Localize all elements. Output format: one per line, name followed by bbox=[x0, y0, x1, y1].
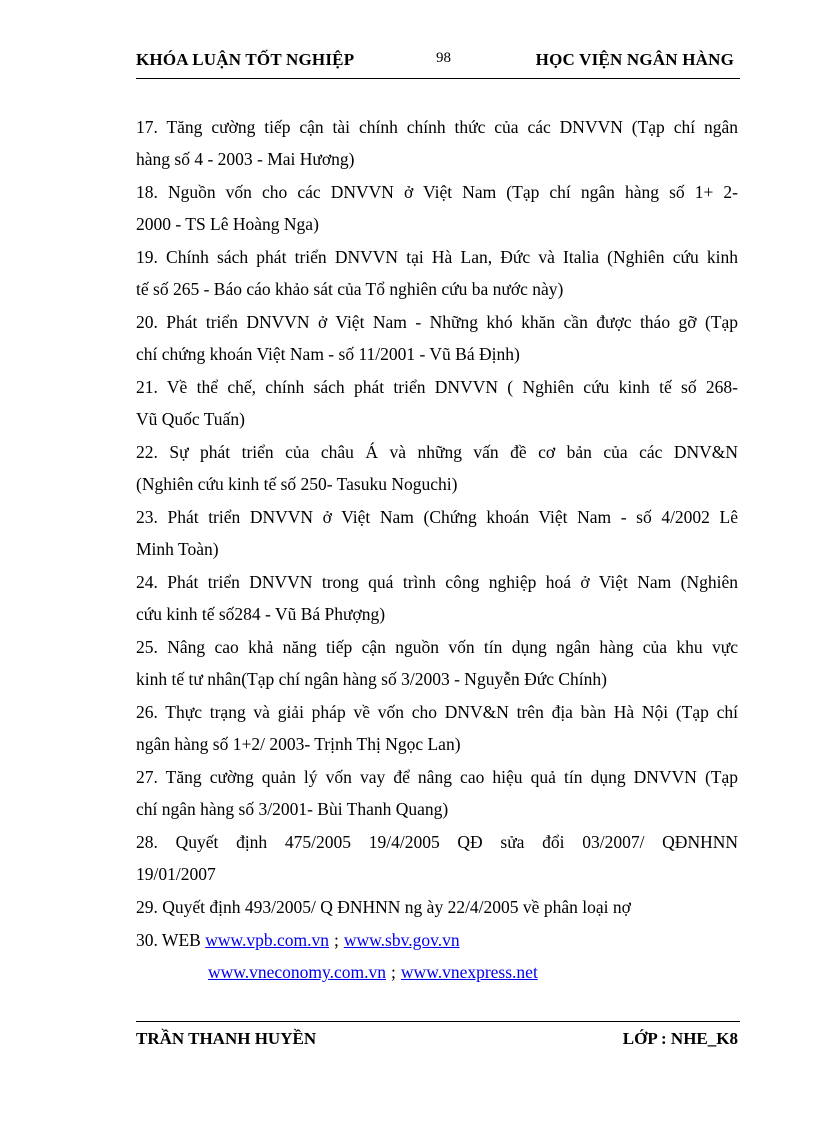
reference-item-29 bbox=[136, 894, 738, 926]
link-vneconomy[interactable]: www.vneconomy.com.vn bbox=[208, 962, 387, 982]
page-footer bbox=[136, 1021, 740, 1048]
reference-item-22 bbox=[136, 439, 738, 503]
reference-line: (Nghiên cứu kinh tế số 250- Tasuku Noguchi) bbox=[136, 474, 458, 494]
reference-line: tế số 265 - Báo cáo khảo sát của Tổ nghiên cứu ba nước này) bbox=[136, 279, 564, 299]
page-header bbox=[136, 48, 740, 79]
footer-author: TRẦN THANH HUYỀN bbox=[136, 1029, 317, 1048]
footer-class: LỚP : NHE_K8 bbox=[622, 1029, 738, 1048]
link-sbv[interactable]: www.sbv.gov.vn bbox=[343, 930, 460, 950]
reference-line: 18. Nguồn vốn cho các DNVVN ở Việt Nam (Tạp chí ngân hàng số 1+ 2- bbox=[136, 182, 738, 202]
reference-item-23 bbox=[136, 504, 738, 568]
reference-item-20 bbox=[136, 309, 738, 373]
link-separator: ; bbox=[334, 930, 339, 950]
reference-item-25 bbox=[136, 634, 738, 698]
reference-line: 27. Tăng cường quản lý vốn vay để nâng cao hiệu quả tín dụng DNVVN (Tạp bbox=[136, 767, 738, 787]
reference-item-18 bbox=[136, 179, 738, 243]
reference-line: 17. Tăng cường tiếp cận tài chính chính thức của các DNVVN (Tạp chí ngân bbox=[136, 117, 738, 137]
reference-line: 24. Phát triển DNVVN trong quá trình công nghiệp hoá ở Việt Nam (Nghiên bbox=[136, 572, 738, 592]
reference-line: kinh tế tư nhân(Tạp chí ngân hàng số 3/2003 - Nguyễn Đức Chính) bbox=[136, 669, 607, 689]
reference-line: hàng số 4 - 2003 - Mai Hương) bbox=[136, 149, 355, 169]
reference-line: 20. Phát triển DNVVN ở Việt Nam - Những khó khăn cần được tháo gỡ (Tạp bbox=[136, 312, 738, 332]
reference-item-19 bbox=[136, 244, 738, 308]
reference-line: ngân hàng số 1+2/ 2003- Trịnh Thị Ngọc Lan) bbox=[136, 734, 461, 754]
reference-line: chí ngân hàng số 3/2001- Bùi Thanh Quang) bbox=[136, 799, 449, 819]
header-institution: HỌC VIỆN NGÂN HÀNG bbox=[535, 50, 734, 69]
page-number: 98 bbox=[436, 50, 451, 66]
reference-line: Vũ Quốc Tuấn) bbox=[136, 409, 245, 429]
reference-line: Minh Toàn) bbox=[136, 539, 219, 559]
reference-line: 25. Nâng cao khả năng tiếp cận nguồn vốn tín dụng ngân hàng của khu vực bbox=[136, 637, 738, 657]
reference-line: cứu kinh tế số284 - Vũ Bá Phượng) bbox=[136, 604, 386, 624]
reference-line: 19/01/2007 bbox=[136, 864, 216, 884]
reference-item-28 bbox=[136, 829, 738, 893]
reference-line: chí chứng khoán Việt Nam - số 11/2001 - Vũ Bá Định) bbox=[136, 344, 520, 364]
reference-item-26 bbox=[136, 699, 738, 763]
reference-line: 29. Quyết định 493/2005/ Q ĐNHNN ng ày 22/4/2005 về phân loại nợ bbox=[136, 897, 631, 917]
reference-line: 26. Thực trạng và giải pháp về vốn cho DNV&N trên địa bàn Hà Nội (Tạp chí bbox=[136, 702, 738, 722]
reference-line: 19. Chính sách phát triển DNVVN tại Hà Lan, Đức và Italia (Nghiên cứu kinh bbox=[136, 247, 738, 267]
web-links-continued bbox=[136, 959, 738, 991]
web-prefix: 30. WEB bbox=[136, 930, 206, 950]
reference-item-21 bbox=[136, 374, 738, 438]
reference-item-17 bbox=[136, 114, 738, 178]
reference-item-30 bbox=[136, 927, 738, 959]
reference-line: 2000 - TS Lê Hoàng Nga) bbox=[136, 214, 319, 234]
link-vnexpress[interactable]: www.vnexpress.net bbox=[400, 962, 538, 982]
reference-item-24 bbox=[136, 569, 738, 633]
reference-line: 22. Sự phát triển của châu Á và những vấn đề cơ bản của các DNV&N bbox=[136, 442, 738, 462]
link-vpb[interactable]: www.vpb.com.vn bbox=[205, 930, 329, 950]
reference-list bbox=[136, 114, 738, 991]
reference-line: 23. Phát triển DNVVN ở Việt Nam (Chứng khoán Việt Nam - số 4/2002 Lê bbox=[136, 507, 738, 527]
reference-item-27 bbox=[136, 764, 738, 828]
reference-line: 28. Quyết định 475/2005 19/4/2005 QĐ sửa đổi 03/2007/ QĐNHNN bbox=[136, 832, 738, 852]
reference-line: 21. Về thể chế, chính sách phát triển DNVVN ( Nghiên cứu kinh tế số 268- bbox=[136, 377, 738, 397]
header-thesis-title: KHÓA LUẬN TỐT NGHIỆP bbox=[136, 50, 355, 69]
link-separator: ; bbox=[391, 962, 396, 982]
